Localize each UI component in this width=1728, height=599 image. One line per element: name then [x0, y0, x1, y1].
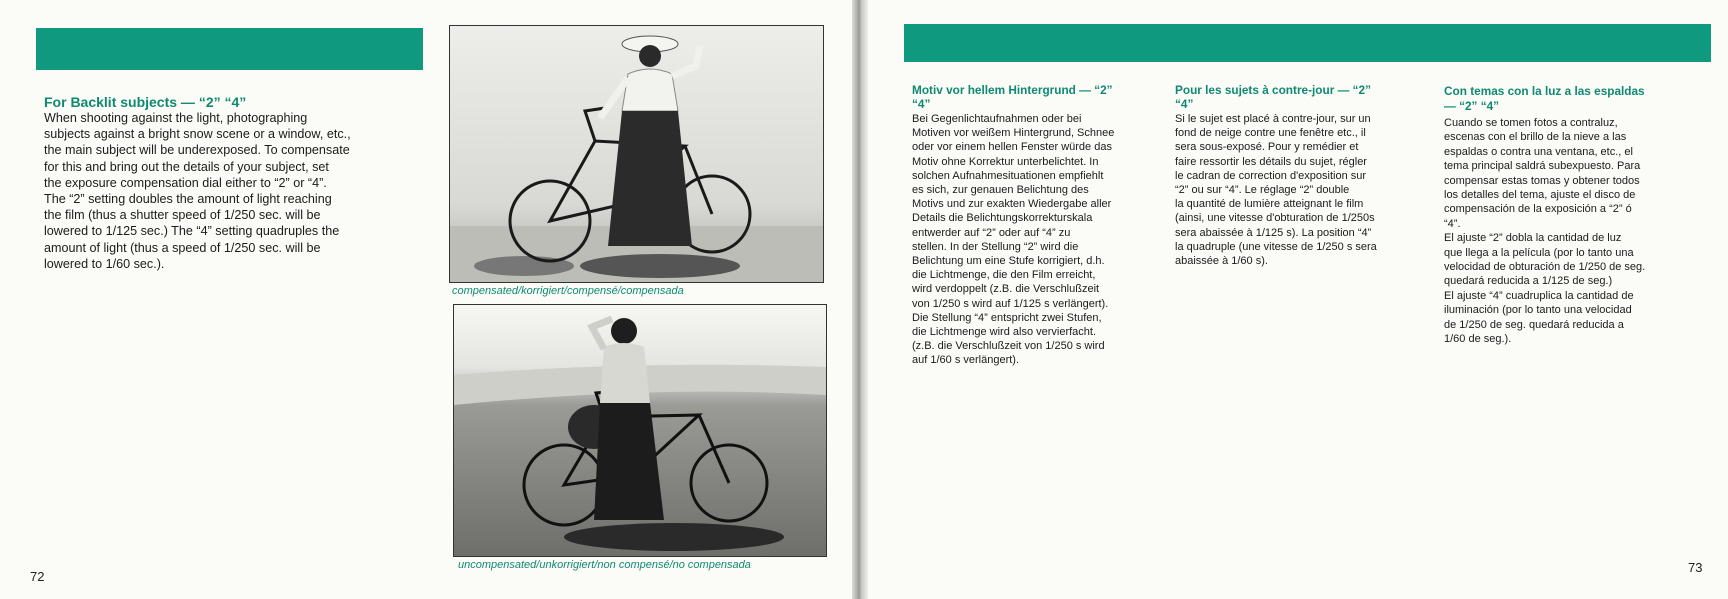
- uncompensated-photo-image: [454, 305, 826, 556]
- french-heading: Pour les sujets à contre-jour — “2” “4”: [1175, 83, 1372, 111]
- compensated-photo-image: [450, 26, 823, 282]
- caption-compensated: compensated/korrigiert/compensé/compensada: [452, 285, 684, 297]
- spanish-heading: Con temas con la luz a las espaldas — “2” “4”: [1444, 84, 1645, 113]
- page-number-left: 72: [30, 569, 45, 584]
- french-body: Si le sujet est placé à contre-jour, sur un fond de neige contre une fenêtre etc., il sera sous-exposé. Pour y remédier et faire ressortir les détails du sujet, régler le cadran de correction d'exposition sur “2” ou sur “4”. Le réglage “2” double la quantité de lumière atteignant le film (ainsi, une vitesse d'obturation de 1/250s sera abaissée à 1/125 s). La position “4” la quadruple (une vitesse de 1/250 s sera abaissée à 1/60 s).: [1175, 113, 1377, 268]
- german-body: Bei Gegenlichtaufnahmen oder bei Motiven vor weißem Hintergrund, Schnee oder vor einem hellen Fenster würde das Motiv ohne Korrektur unterbelichtet. In solchen Aufnahmesituationen empfiehlt es sich, zur genauen Belichtung des Motivs und zur exakten Wiedergabe aller Details die Belichtungskorrekturskala entwerder auf “2” oder auf “4” zu stellen. In der Stellung “2” wird die Belichtung um eine Stufe korrigiert, d.h. die Lichtmenge, die den Film erreicht, wird verdoppelt (z.B. die Verschlußzeit von 1/250 s wird auf 1/125 s verlängert). Die Stellung “4” entspricht zwei Stufen, die Lichtmenge wird also vervierfacht. (z.B. die Verschlußzeit von 1/250 s wird auf 1/60 s verlängert).: [912, 113, 1115, 367]
- left-header-band: [36, 28, 423, 70]
- book-gutter: [852, 0, 868, 599]
- spanish-body: Cuando se tomen fotos a contraluz, escenas con el brillo de la nieve a las espaldas o contra una ventana, etc., el tema principal saldrá subexpuesto. Para compensar estas tomas y obtener todos los detalles del tema, ajuste el disco de compensación de la exposición a “2” ó “4”. El ajuste “2” dobla la cantidad de luz que llega a la película (por lo tanto una velocidad de obturación de 1/250 de seg. quedará reducida a 1/125 de seg.) El ajuste “4” cuadruplica la cantidad de iluminación (por lo tanto una velocidad de 1/250 de seg. quedará reducida a 1/60 de seg.).: [1444, 117, 1646, 346]
- page-number-right: 73: [1688, 560, 1703, 575]
- backlit-heading: For Backlit subjects — “2” “4”: [44, 94, 247, 110]
- backlit-body: When shooting against the light, photographing subjects against a bright snow scene or a window, etc., the main subject will be underexposed. To compensate for this and bring out the details of your subject, set the exposure compensation dial either to “2” or “4”. The “2” setting doubles the amount of light reaching the film (thus a shutter speed of 1/250 sec. will be lowered to 1/125 sec.) The “4” setting quadruples the amount of light (thus a speed of 1/250 sec. will be lowered to 1/60 sec.).: [44, 111, 351, 271]
- german-heading: Motiv vor hellem Hintergrund — “2” “4”: [912, 83, 1113, 111]
- uncompensated-photo: [453, 304, 827, 557]
- caption-uncompensated: uncompensated/unkorrigiert/non compensé/no compensada: [458, 559, 751, 571]
- right-header-band: [904, 24, 1711, 62]
- compensated-photo: [449, 25, 824, 283]
- left-page: [0, 0, 852, 599]
- right-page: [868, 0, 1728, 599]
